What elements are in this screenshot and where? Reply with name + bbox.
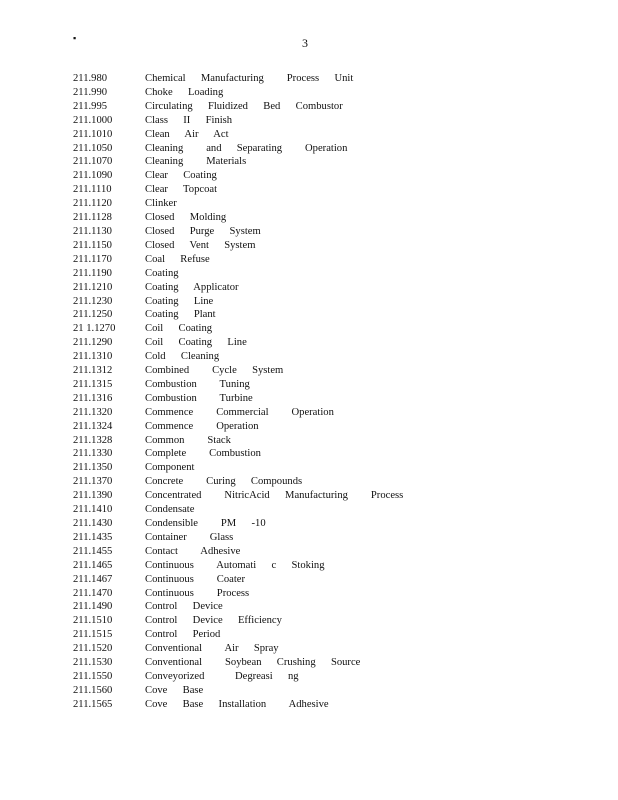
index-entry: [73, 614, 403, 628]
section-number: 211.1150: [73, 239, 112, 251]
section-number: 211.1316: [73, 392, 113, 404]
section-number: 211.1430: [73, 518, 113, 529]
index-entry: [73, 142, 403, 156]
index-entry: [73, 281, 403, 295]
defined-term: Cleaning Materials: [145, 156, 247, 168]
section-number: 211.995: [73, 100, 108, 112]
index-entry: [73, 559, 403, 573]
defined-term: Coating: [145, 267, 179, 279]
index-entry: [73, 600, 403, 614]
section-number: 211.1230: [73, 295, 113, 307]
page-number: 3: [302, 36, 308, 50]
index-entry: [73, 295, 403, 309]
defined-term: Coating Applicator: [145, 281, 239, 293]
defined-term: Clear Coating: [145, 170, 217, 182]
index-entry: [73, 183, 403, 197]
defined-term: Continuous Process: [145, 587, 250, 599]
section-number: 211.1515: [73, 629, 113, 641]
section-number: 211.1010: [73, 128, 113, 140]
section-number: 211.1315: [73, 378, 113, 390]
defined-term: Cleaning and Separating Operation: [145, 142, 348, 154]
index-entry: [73, 322, 403, 336]
section-number: 211.1050: [73, 142, 113, 154]
defined-term: Container Glass: [145, 531, 234, 543]
section-number: 211.1110: [73, 184, 112, 196]
defined-term: Coil Coating Line: [145, 337, 247, 349]
section-number: 211.1070: [73, 156, 113, 168]
section-number: 211.1467: [73, 573, 113, 585]
index-entry: [73, 475, 403, 489]
index-entry: [73, 420, 403, 434]
defined-term: Concentrated NitricAcid Manufacturing Process: [145, 490, 404, 502]
defined-term: Conventional Air Spray: [145, 643, 279, 655]
index-entry: [73, 128, 403, 142]
defined-term: Combined Cycle System: [145, 365, 284, 377]
defined-term: Coating Plant: [145, 309, 216, 321]
index-entry: [73, 72, 403, 86]
section-number: 211.1328: [73, 434, 113, 446]
defined-term: Component: [145, 462, 195, 474]
defined-term: Conveyorized Degreasi ng: [145, 670, 299, 682]
index-entry: [73, 503, 403, 517]
section-number: 211.1312: [73, 365, 113, 377]
index-entry: [73, 169, 403, 183]
section-number: 211.1455: [73, 545, 113, 557]
defined-term: Contact Adhesive: [145, 545, 241, 557]
defined-term: Complete Combustion: [145, 448, 261, 460]
index-entry: [73, 253, 403, 267]
index-entry: [73, 392, 403, 406]
index-entry: [73, 517, 403, 531]
defined-term: Circulating Fluidized Bed Combustor: [145, 100, 343, 112]
defined-term: Clean Air Act: [145, 128, 229, 140]
section-number: 211.1320: [73, 406, 113, 418]
section-number: 211.1120: [73, 198, 112, 210]
index-entry: [73, 461, 403, 475]
index-entry: [73, 364, 403, 378]
section-number: 211.1465: [73, 559, 113, 571]
defined-term: Chemical Manufacturing Process Unit: [145, 73, 354, 84]
defined-term: Closed Purge System: [145, 225, 261, 237]
index-entry: [73, 239, 403, 253]
section-number: 211.1000: [73, 114, 113, 126]
index-entry: [73, 350, 403, 364]
section-number: 211.1435: [73, 531, 113, 543]
section-number: 211.1250: [73, 309, 113, 321]
section-number: 21 1.1270: [73, 323, 116, 335]
index-entry: [73, 628, 403, 642]
section-number: 211.1410: [73, 504, 113, 516]
defined-term: Cove Base: [145, 684, 204, 696]
corner-mark: ▪: [73, 33, 77, 43]
section-number: 211.1170: [73, 253, 112, 265]
index-entry: [73, 587, 403, 601]
defined-term: Class II Finish: [145, 114, 233, 126]
index-entry: [73, 698, 403, 712]
section-number: 211.1510: [73, 615, 113, 627]
section-number: 211.1550: [73, 670, 113, 682]
defined-term: Clinker: [145, 198, 177, 210]
index-entry: [73, 670, 403, 684]
index-entry: [73, 573, 403, 587]
defined-term: Concrete Curing Compounds: [145, 476, 303, 488]
section-number: 211.1350: [73, 462, 113, 474]
defined-term: Coal Refuse: [145, 253, 210, 265]
defined-term: Combustion Turbine: [145, 392, 253, 404]
section-number: 211.1470: [73, 587, 113, 599]
index-entry: [73, 308, 403, 322]
index-entry: [73, 211, 403, 225]
defined-term: Continuous Automati c Stoking: [145, 559, 325, 571]
section-number: 211.1330: [73, 448, 113, 460]
index-entry: [73, 642, 403, 656]
section-number: 211.1210: [73, 281, 113, 293]
defined-term: Cove Base Installation Adhesive: [145, 698, 329, 710]
section-number: 211.980: [73, 73, 108, 84]
section-number: 211.1490: [73, 601, 113, 613]
section-number: 211.1530: [73, 657, 113, 669]
section-number: 211.1390: [73, 490, 113, 502]
defined-term: Common Stack: [145, 434, 231, 446]
index-entry: [73, 684, 403, 698]
index-entry: [73, 197, 403, 211]
section-number: 211.1324: [73, 420, 113, 432]
defined-term: Condensate: [145, 504, 195, 516]
index-entry: [73, 336, 403, 350]
section-number: 211.1560: [73, 684, 113, 696]
defined-term: Coil Coating: [145, 323, 213, 335]
index-entry: [73, 406, 403, 420]
index-entry: [73, 114, 403, 128]
defined-term: Control Device: [145, 601, 223, 613]
defined-term: Choke Loading: [145, 86, 224, 98]
index-entry: [73, 545, 403, 559]
defined-term: Commence Operation: [145, 420, 259, 432]
index-entry: [73, 155, 403, 169]
definition-index-list: [73, 72, 403, 712]
section-number: 211.1190: [73, 267, 112, 279]
index-entry: [73, 434, 403, 448]
defined-term: Clear Topcoat: [145, 184, 218, 196]
section-number: 211.1090: [73, 170, 113, 182]
defined-term: Continuous Coater: [145, 573, 246, 585]
defined-term: Combustion Tuning: [145, 378, 250, 390]
defined-term: Conventional Soybean Crushing Source: [145, 657, 361, 669]
section-number: 211.990: [73, 86, 108, 98]
section-number: 211.1310: [73, 351, 113, 363]
section-number: 211.1370: [73, 476, 113, 488]
index-entry: [73, 225, 403, 239]
section-number: 211.1290: [73, 337, 113, 349]
section-number: 211.1130: [73, 225, 112, 237]
defined-term: Closed Vent System: [145, 239, 256, 251]
index-entry: [73, 656, 403, 670]
defined-term: Control Device Efficiency: [145, 615, 282, 627]
section-number: 211.1520: [73, 643, 113, 655]
index-entry: [73, 531, 403, 545]
section-number: 211.1565: [73, 698, 113, 710]
defined-term: Coating Line: [145, 295, 214, 307]
defined-term: Condensible PM -10: [145, 518, 266, 529]
index-entry: [73, 86, 403, 100]
index-entry: [73, 447, 403, 461]
defined-term: Closed Molding: [145, 212, 227, 224]
section-number: 211.1128: [73, 212, 112, 224]
defined-term: Control Period: [145, 629, 221, 641]
defined-term: Cold Cleaning: [145, 351, 220, 363]
index-entry: [73, 378, 403, 392]
index-entry: [73, 100, 403, 114]
defined-term: Commence Commercial Operation: [145, 406, 334, 418]
index-entry: [73, 267, 403, 281]
index-entry: [73, 489, 403, 503]
